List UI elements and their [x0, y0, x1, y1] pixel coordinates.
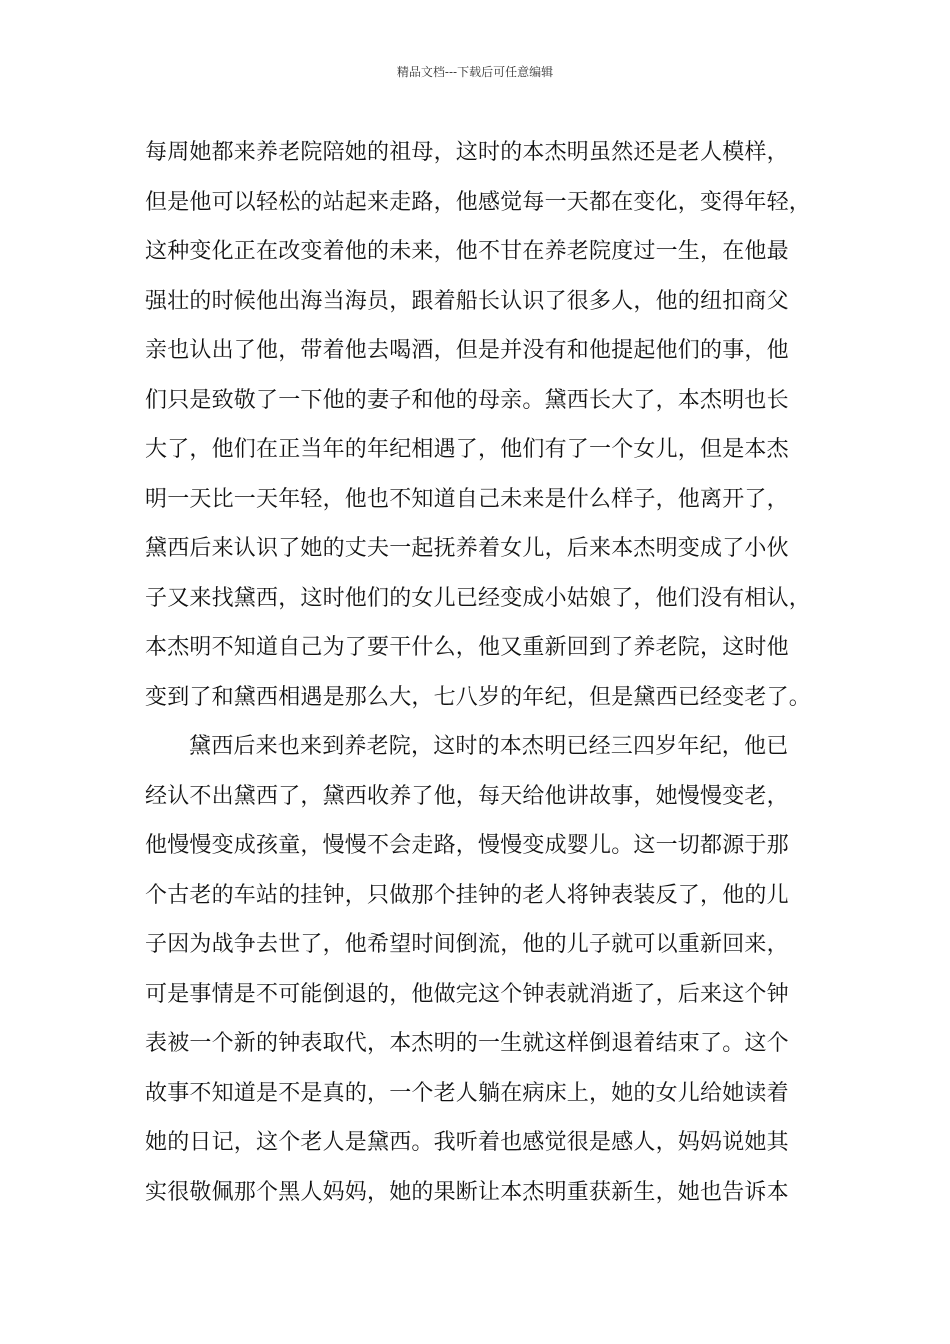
text-line: 大了，他们在正当年的年纪相遇了，他们有了一个女儿，但是本杰 [145, 437, 789, 462]
text-line: 经认不出黛西了，黛西收养了他，每天给他讲故事，她慢慢变老， [145, 783, 789, 809]
text-line: 故事不知道是不是真的，一个老人躺在病床上，她的女儿给她读着 [145, 1080, 789, 1106]
paragraph-2 [145, 722, 825, 1217]
text-line: 每周她都来养老院陪她的祖母，这时的本杰明虽然还是老人模样， [145, 140, 789, 165]
text-line: 这种变化正在改变着他的未来，他不甘在养老院度过一生，在他最 [145, 239, 789, 264]
text-line: 们只是致敬了一下他的妻子和他的母亲。黛西长大了，本杰明也长 [145, 387, 789, 413]
text-line: 变到了和黛西相遇是那么大，七八岁的年纪，但是黛西已经变老了。 [145, 684, 812, 710]
text-line: 表被一个新的钟表取代，本杰明的一生就这样倒退着结束了。这个 [145, 1031, 789, 1056]
text-line: 他慢慢变成孩童，慢慢不会走路，慢慢变成婴儿。这一切都源于那 [145, 833, 789, 858]
paragraph-1 [145, 128, 825, 722]
text-line: 黛西后来也来到养老院，这时的本杰明已经三四岁年纪，他已 [189, 734, 789, 759]
text-line: 本杰明不知道自己为了要干什么，他又重新回到了养老院，这时他 [145, 635, 789, 660]
text-line: 子因为战争去世了，他希望时间倒流，他的儿子就可以重新回来， [145, 932, 789, 957]
text-line: 实很敬佩那个黑人妈妈，她的果断让本杰明重获新生，她也告诉本 [145, 1179, 789, 1205]
text-line: 子又来找黛西，这时他们的女儿已经变成小姑娘了，他们没有相认， [145, 585, 812, 611]
text-line: 强壮的时候他出海当海员，跟着船长认识了很多人，他的纽扣商父 [145, 288, 789, 314]
text-line: 黛西后来认识了她的丈夫一起抚养着女儿，后来本杰明变成了小伙 [145, 536, 789, 561]
text-line: 亲也认出了他，带着他去喝酒，但是并没有和他提起他们的事，他 [145, 338, 789, 363]
text-line: 可是事情是不可能倒退的，他做完这个钟表就消逝了，后来这个钟 [145, 981, 789, 1007]
text-line: 她的日记，这个老人是黛西。我听着也感觉很是感人，妈妈说她其 [145, 1130, 789, 1155]
text-line: 明一天比一天年轻，他也不知道自己未来是什么样子，他离开了， [145, 486, 789, 512]
page-header: 精品文档---下载后可任意编辑 [396, 65, 554, 79]
text-line: 个古老的车站的挂钟，只做那个挂钟的老人将钟表装反了，他的儿 [145, 882, 789, 908]
document-body [145, 128, 825, 1217]
text-line: 但是他可以轻松的站起来走路，他感觉每一天都在变化，变得年轻， [145, 189, 812, 215]
